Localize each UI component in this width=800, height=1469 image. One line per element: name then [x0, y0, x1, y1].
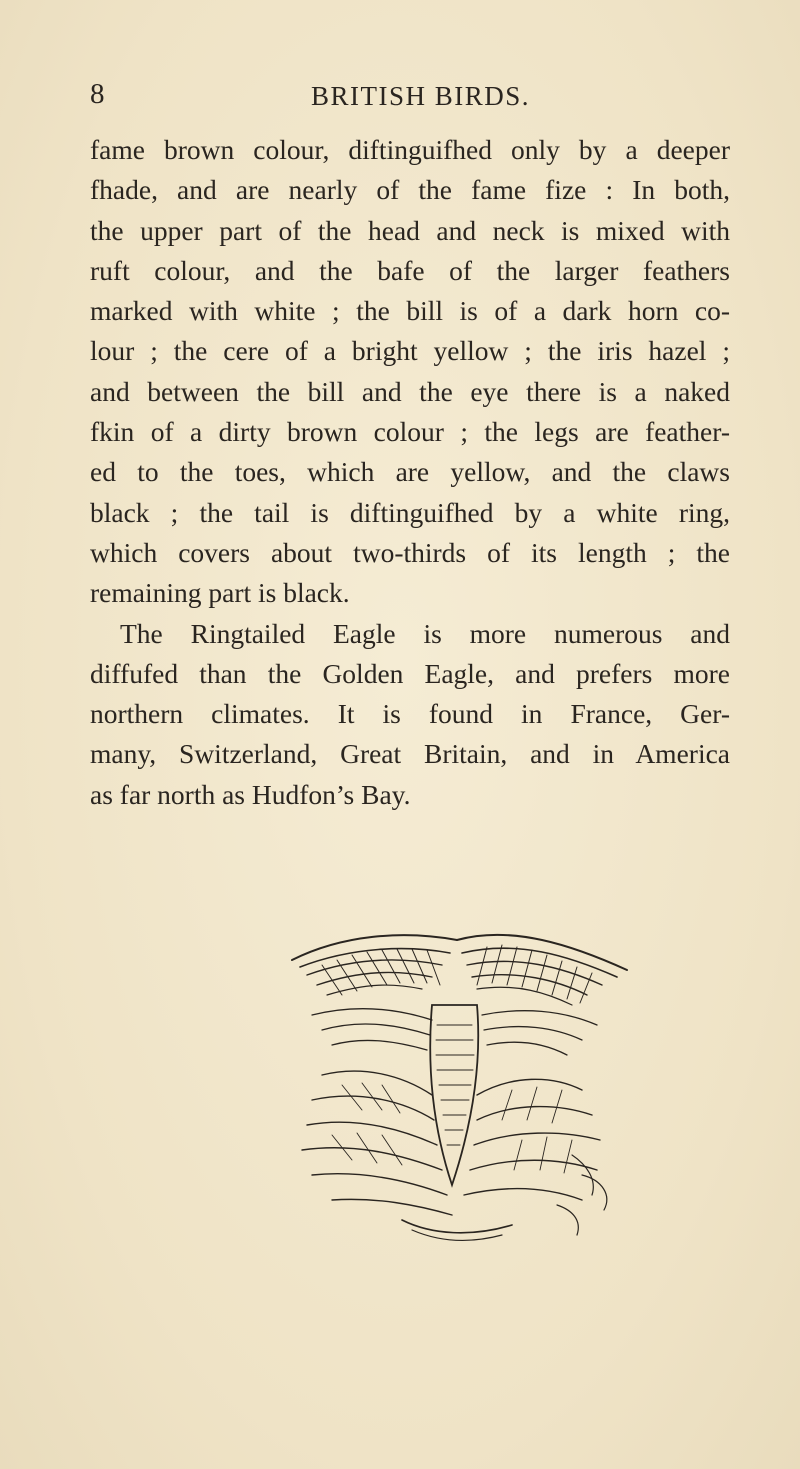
text-line: fame brown colour, diftinguifhed only by a deeper: [90, 134, 730, 165]
text-line: the upper part of the head and neck is mixed with: [90, 214, 730, 246]
text-line: remaining part is black.: [90, 577, 350, 609]
text-line: diffufed than the Golden Eagle, and prefers more: [90, 657, 730, 689]
text-line: ed to the toes, which are yellow, and the claws: [90, 456, 730, 488]
text-line: which covers about two-thirds of its length ; the: [90, 536, 730, 568]
paragraph-start-line: The Ringtailed Eagle is more numerous and: [120, 617, 730, 649]
text-line: fhade, and are nearly of the fame fize : In both,: [90, 174, 730, 206]
text-line: many, Switzerland, Great Britain, and in America: [90, 738, 730, 770]
text-line: ruft colour, and the bafe of the larger feathers: [90, 254, 730, 286]
running-head: BRITISH BIRDS.: [311, 81, 531, 111]
text-line: fkin of a dirty brown colour ; the legs are feather-: [90, 416, 730, 448]
page-number: 8: [90, 78, 106, 110]
text-line: as far north as Hudfon’s Bay.: [90, 778, 411, 810]
text-line: and between the bill and the eye there is a naked: [90, 375, 730, 407]
text-line: marked with white ; the bill is of a dark horn co-: [90, 295, 730, 327]
body-text: [90, 130, 730, 815]
text-line: black ; the tail is diftinguifhed by a white ring,: [90, 496, 730, 528]
text-line: lour ; the cere of a bright yellow ; the iris hazel ;: [90, 335, 730, 367]
eagle-wings-engraving-icon: [282, 925, 632, 1255]
text-line: northern climates. It is found in France, Ger-: [90, 698, 730, 730]
